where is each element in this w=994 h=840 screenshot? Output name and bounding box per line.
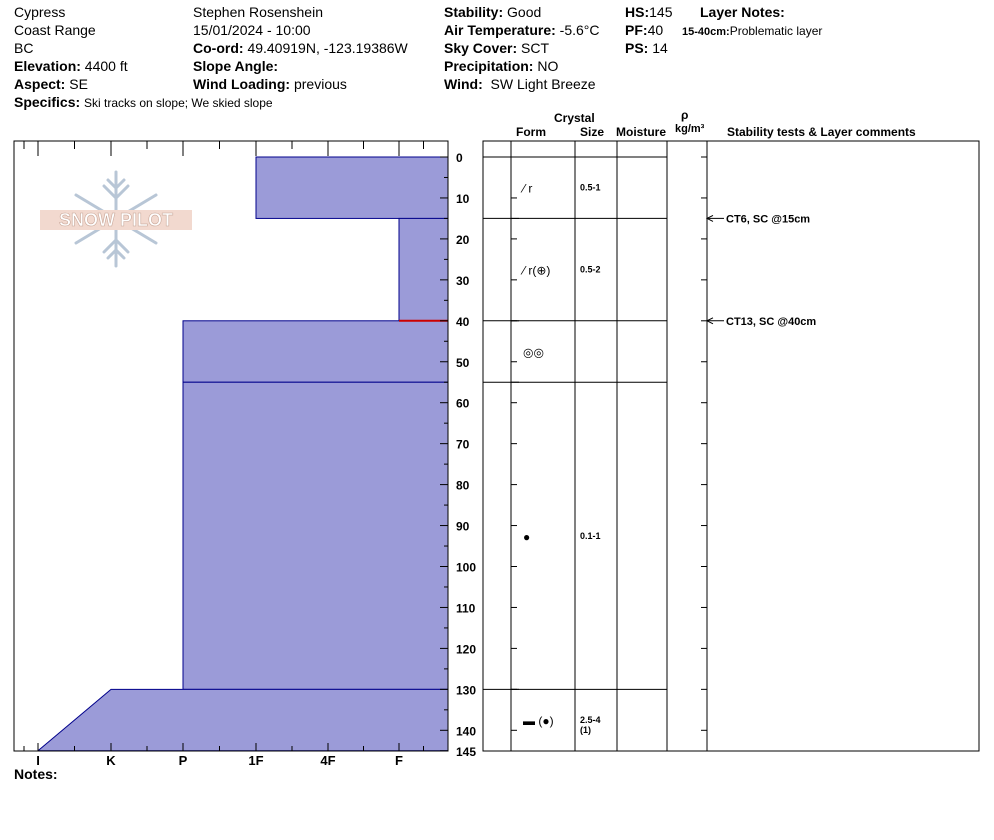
specifics-label: Specifics:: [14, 94, 81, 110]
state: BC: [14, 40, 34, 56]
col-moisture: Moisture: [616, 125, 667, 139]
specifics-value: Ski tracks on slope; We skied slope: [84, 96, 273, 110]
grain-size-0: 0.5-1: [580, 182, 601, 193]
sky-label: Sky Cover:: [444, 40, 518, 56]
observer: Stephen Rosenshein: [193, 4, 323, 20]
depth-label-20: 20: [456, 232, 470, 247]
grain-form-3: ●: [523, 529, 531, 544]
depth-label-120: 120: [456, 642, 477, 657]
elevation-label: Elevation:: [14, 58, 81, 74]
coord-label: Co-ord:: [193, 40, 244, 56]
layer-note-text: Problematic layer: [729, 24, 823, 38]
depth-label-10: 10: [456, 191, 470, 206]
precip-label: Precipitation:: [444, 58, 534, 74]
col-size: Size: [580, 125, 605, 139]
precip-value: NO: [537, 58, 559, 74]
depth-label-100: 100: [456, 560, 477, 575]
range: Coast Range: [14, 22, 96, 38]
wind-loading-value: previous: [293, 76, 347, 92]
notes-label: Notes:: [14, 766, 58, 782]
snowpilot-logo: [38, 170, 194, 270]
hardness-layer-2: [183, 321, 448, 382]
crystal-table-frame: [483, 141, 979, 751]
hs-value: 145: [649, 4, 673, 20]
hardness-layer-4: [38, 689, 448, 750]
hardness-label-1F: 1F: [248, 753, 264, 768]
grain-size-note-4: (1): [580, 725, 591, 736]
hardness-label-F: F: [395, 753, 403, 768]
logo-text: SNOW PILOT: [59, 210, 173, 230]
stability-test-0: CT6, SC @15cm: [726, 213, 811, 226]
depth-label-50: 50: [456, 355, 470, 370]
depth-label-30: 30: [456, 273, 470, 288]
hardness-label-P: P: [178, 753, 188, 768]
hs-label: HS:: [625, 4, 650, 20]
pf-value: 40: [647, 22, 664, 38]
hardness-layer-3: [183, 382, 448, 689]
aspect-label: Aspect:: [14, 76, 66, 92]
depth-label-90: 90: [456, 519, 470, 534]
depth-label-60: 60: [456, 396, 470, 411]
hardness-label-4F: 4F: [320, 753, 336, 768]
depth-label-0: 0: [456, 151, 463, 165]
wind-loading-label: Wind Loading:: [193, 76, 291, 92]
grain-size-3: 0.1-1: [580, 530, 601, 541]
hardness-layer-0: [256, 157, 448, 218]
depth-label-145: 145: [456, 744, 477, 759]
sky-value: SCT: [521, 40, 550, 56]
coord-value: 49.40919N, -123.19386W: [247, 40, 408, 56]
grain-size-1: 0.5-2: [580, 264, 601, 275]
col-density-unit: kg/m³: [675, 123, 705, 135]
stability-value: Good: [507, 4, 542, 20]
col-stability-comments: Stability tests & Layer comments: [727, 125, 916, 139]
depth-label-80: 80: [456, 478, 470, 493]
layer-note-range: 15-40cm:: [682, 26, 730, 38]
wind-label: Wind:: [444, 76, 483, 92]
layer-notes-label: Layer Notes:: [700, 4, 785, 20]
location: Cypress: [14, 4, 66, 20]
depth-label-70: 70: [456, 437, 470, 452]
hardness-label-K: K: [106, 753, 116, 768]
air-temp-label: Air Temperature:: [444, 22, 556, 38]
elevation-value: 4400 ft: [84, 58, 128, 74]
pf-label: PF:: [625, 22, 648, 38]
grain-form-1: ⁄ r(⊕): [523, 263, 551, 278]
hardness-label-I: I: [36, 753, 40, 768]
grain-size-4: 2.5-4: [580, 715, 601, 726]
stability-test-1: CT13, SC @40cm: [726, 315, 817, 328]
col-crystal: Crystal: [554, 111, 595, 125]
col-form: Form: [516, 125, 546, 139]
slope-label: Slope Angle:: [193, 58, 279, 74]
air-temp-value: -5.6°C: [559, 22, 600, 38]
stability-label: Stability:: [444, 4, 504, 20]
depth-label-140: 140: [456, 724, 477, 739]
depth-label-110: 110: [456, 601, 476, 616]
grain-form-4: ▬ (●): [523, 714, 554, 729]
datetime: 15/01/2024 - 10:00: [193, 22, 311, 38]
depth-label-40: 40: [456, 314, 470, 329]
grain-form-2: ◎◎: [523, 345, 544, 360]
hardness-layer-1: [399, 218, 448, 320]
ps-label: PS:: [625, 40, 649, 56]
aspect-value: SE: [69, 76, 88, 92]
grain-form-0: ⁄ r: [523, 181, 533, 196]
col-rho: ρ: [681, 108, 689, 122]
wind-value: SW Light Breeze: [490, 76, 596, 92]
depth-label-130: 130: [456, 683, 477, 698]
ps-value: 14: [652, 40, 668, 56]
